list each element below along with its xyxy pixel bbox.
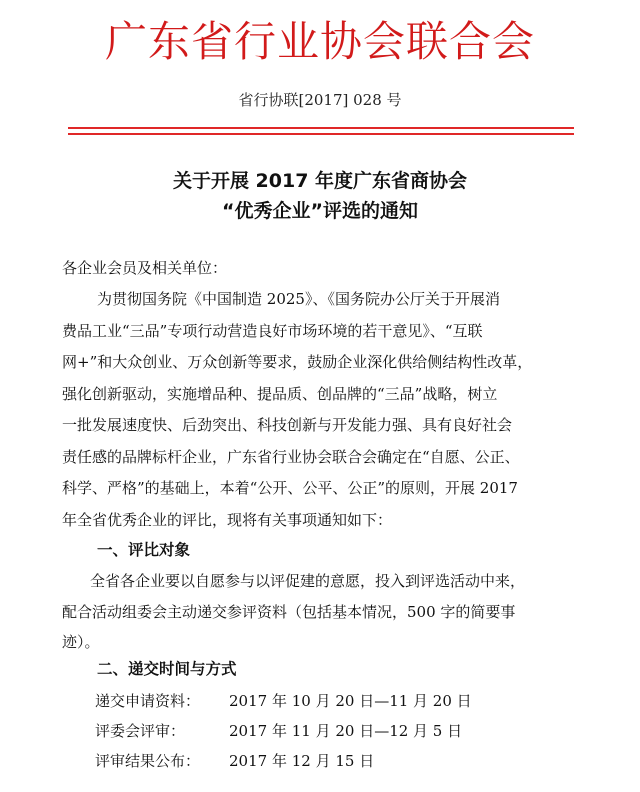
schedule-date: 2017 年 11 月 20 日—12 月 5 日 bbox=[229, 722, 463, 740]
section-heading-schedule: 二、递交时间与方式 bbox=[97, 660, 237, 678]
notice-title bbox=[0, 166, 640, 226]
schedule-row bbox=[95, 746, 472, 776]
paragraph-line: 网+”和大众创业、万众创新等要求，鼓励企业深化供给侧结构性改革， bbox=[62, 353, 533, 371]
schedule-label: 评委会评审： bbox=[95, 722, 186, 740]
paragraph-line: 为贯彻国务院《中国制造 2025》、《国务院办公厅关于开展消 bbox=[97, 290, 500, 308]
paragraph-line: 一批发展速度快、后劲突出、科技创新与开发能力强、具有良好社会 bbox=[62, 416, 513, 434]
intro-paragraph bbox=[62, 284, 582, 536]
red-divider-line bbox=[68, 133, 574, 135]
schedule-row bbox=[95, 686, 472, 716]
issuer-header-title: 广东省行业协会联合会 bbox=[104, 17, 535, 66]
paragraph-line: 迹）。 bbox=[62, 633, 100, 651]
paragraph-line: 科学、严格”的基础上，本着“公开、公平、公正”的原则，开展 2017 bbox=[62, 479, 518, 497]
paragraph-line: 费品工业“三品”专项行动营造良好市场环境的若干意见》、“互联 bbox=[62, 321, 483, 340]
schedule-row bbox=[95, 716, 472, 746]
schedule-date: 2017 年 12 月 15 日 bbox=[229, 752, 375, 770]
schedule-list bbox=[95, 686, 472, 776]
schedule-label: 递交申请资料： bbox=[95, 692, 201, 710]
paragraph-line: 年全省优秀企业的评比，现将有关事项通知如下： bbox=[62, 510, 393, 529]
section-heading-eligibility: 一、评比对象 bbox=[97, 541, 191, 559]
paragraph-line: 配合活动组委会主动递交参评资料（包括基本情况，500 字的简要事 bbox=[62, 602, 516, 621]
paragraph-line: 全省各企业要以自愿参与以评促建的意愿，投入到评选活动中来， bbox=[90, 572, 526, 590]
schedule-label: 评审结果公布： bbox=[95, 752, 201, 770]
salutation: 各企业会员及相关单位： bbox=[62, 259, 228, 277]
paragraph-line: 强化创新驱动，实施增品种、提品质、创品牌的“三品”战略，树立 bbox=[62, 384, 498, 403]
eligibility-paragraph bbox=[62, 566, 582, 658]
red-divider-line bbox=[68, 127, 574, 129]
notice-title-line: 关于开展 2017 年度广东省商协会 bbox=[172, 170, 468, 192]
document-number: 省行协联[2017] 028 号 bbox=[238, 91, 402, 109]
paragraph-line: 责任感的品牌标杆企业，广东省行业协会联合会确定在“自愿、公正、 bbox=[62, 447, 520, 466]
schedule-date: 2017 年 10 月 20 日—11 月 20 日 bbox=[229, 692, 472, 710]
notice-title-line: “优秀企业”评选的通知 bbox=[222, 200, 418, 222]
